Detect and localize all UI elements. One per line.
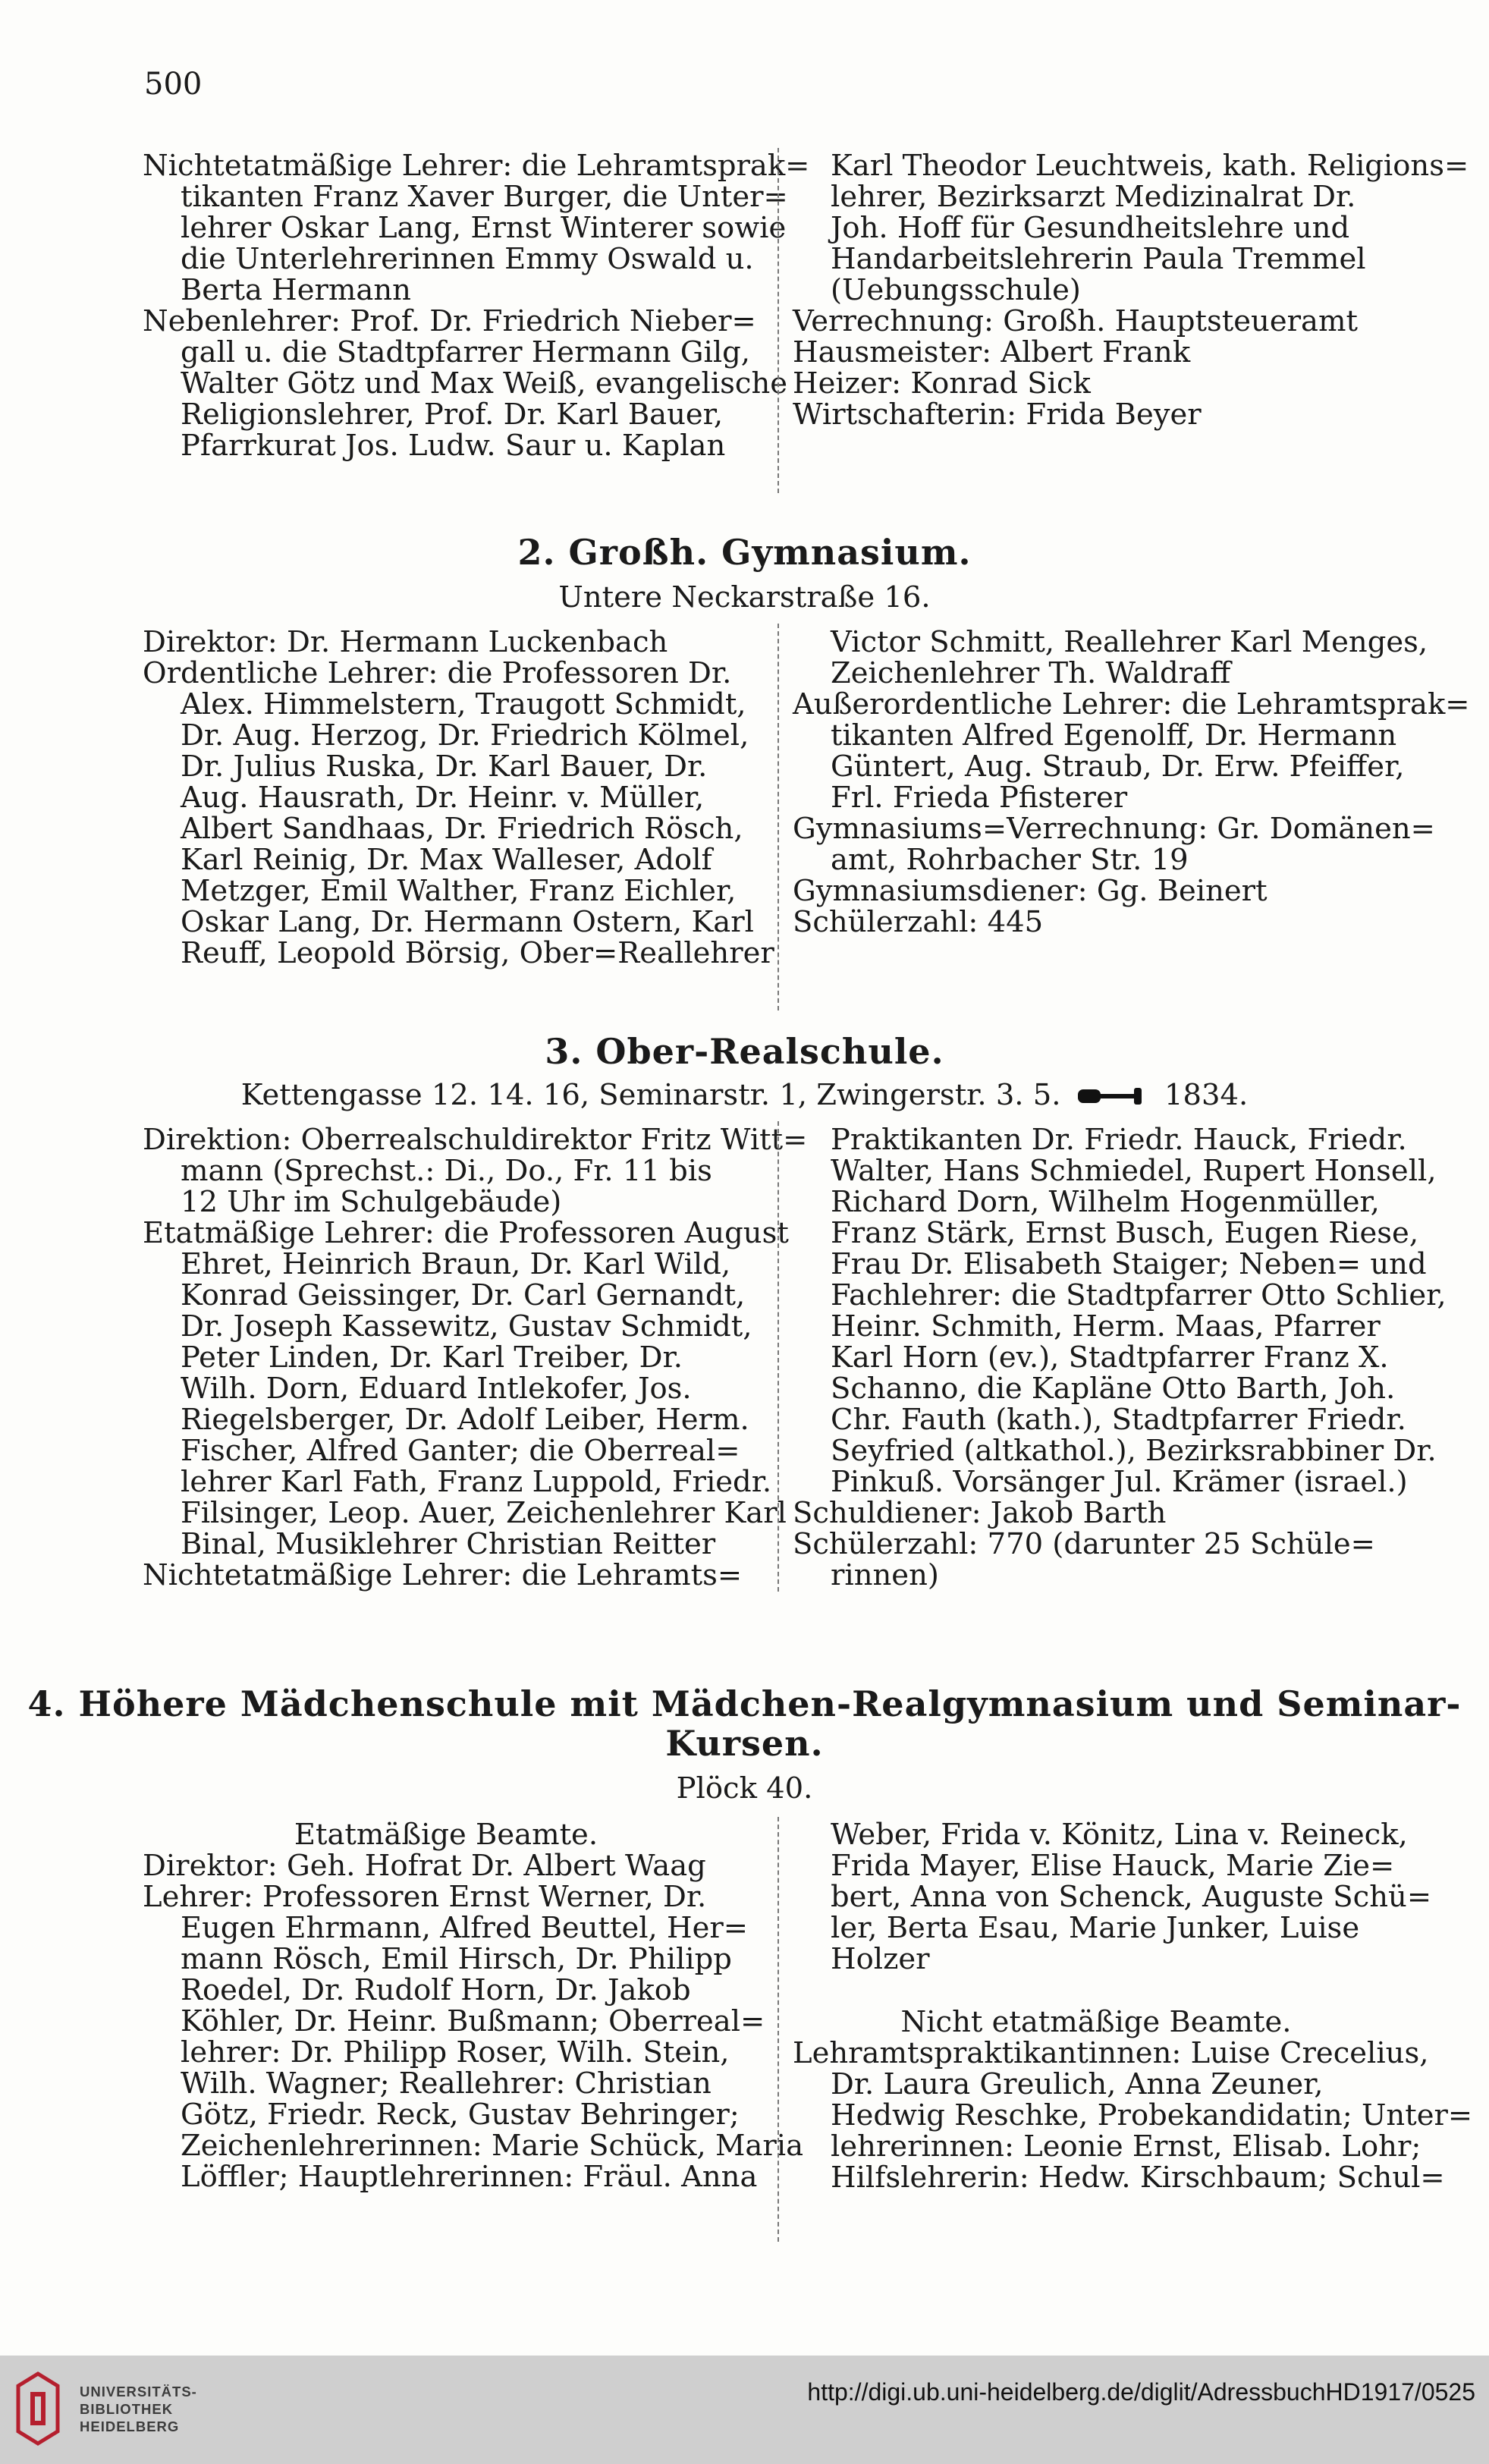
text-line: Schanno, die Kapläne Otto Barth, Joh. (831, 1372, 1396, 1406)
column-divider (777, 148, 779, 493)
text-line: Frida Mayer, Elise Hauck, Marie Zie= (831, 1849, 1395, 1883)
text-line: Albert Sandhaas, Dr. Friedrich Rösch, (181, 812, 743, 846)
sec4-left-column (143, 1819, 803, 2192)
text-line: Frl. Frieda Pfisterer (831, 781, 1128, 815)
text-line: Weber, Frida v. Könitz, Lina v. Reineck, (831, 1818, 1408, 1852)
text-line: Konrad Geissinger, Dr. Carl Gernandt, (181, 1278, 746, 1312)
text-line: Hedwig Reschke, Probekandidatin; Unter= (831, 2098, 1473, 2132)
text-line: Lehramtspraktikantinnen: Luise Crecelius, (793, 2036, 1429, 2070)
page-number: 500 (144, 67, 203, 102)
text-line: Joh. Hoff für Gesundheitslehre und (831, 211, 1350, 245)
section-address-gymnasium: Untere Neckarstraße 16. (558, 580, 931, 614)
text-line: Schuldiener: Jakob Barth (793, 1496, 1167, 1530)
text-line: Riegelsberger, Dr. Adolf Leiber, Herm. (181, 1403, 749, 1437)
text-line: Pfarrkurat Jos. Ludw. Saur u. Kaplan (181, 429, 726, 463)
text-line: Reuff, Leopold Börsig, Ober=Reallehrer (181, 936, 774, 970)
sec2-left-column (143, 627, 774, 969)
text-line: Nebenlehrer: Prof. Dr. Friedrich Nieber= (143, 304, 756, 338)
logo-line: BIBLIOTHEK (80, 2401, 174, 2417)
text-line: Roedel, Dr. Rudolf Horn, Dr. Jakob (181, 1973, 691, 2007)
text-line: Hilfslehrerin: Hedw. Kirschbaum; Schul= (831, 2161, 1445, 2195)
column-divider (777, 624, 779, 1010)
text-line: Gymnasiums=Verrechnung: Gr. Domänen= (793, 812, 1435, 846)
text-line: Karl Horn (ev.), Stadtpfarrer Franz X. (831, 1340, 1389, 1375)
sec4-right-column (793, 1819, 1472, 2193)
text-line: ler, Berta Esau, Marie Junker, Luise (831, 1911, 1360, 1945)
text-line: Frau Dr. Elisabeth Staiger; Neben= und (831, 1247, 1427, 1281)
text-line: lehrerinnen: Leonie Ernst, Elisab. Lohr; (831, 2129, 1421, 2164)
text-line: Direktor: Dr. Hermann Luckenbach (143, 625, 668, 659)
address-text: Kettengasse 12. 14. 16, Seminarstr. 1, Zwingerstr. 3. 5. (240, 1078, 1061, 1112)
sec3-right-column (793, 1124, 1447, 1591)
text-line: Handarbeitslehrerin Paula Tremmel (831, 242, 1366, 276)
section-title-maedchenschule: 4. Höhere Mädchenschule mit Mädchen-Realgymnasium und Seminar- (27, 1683, 1462, 1724)
text-line: tikanten Alfred Egenolff, Dr. Hermann (831, 718, 1397, 753)
text-line: Ehret, Heinrich Braun, Dr. Karl Wild, (181, 1247, 731, 1281)
text-line: Wilh. Wagner; Reallehrer: Christian (181, 2066, 712, 2101)
section-address-oberrealschule (0, 1079, 1489, 1112)
text-line: Wirtschafterin: Frida Beyer (793, 398, 1202, 432)
text-line: Berta Hermann (181, 273, 411, 307)
text-line: Filsinger, Leop. Auer, Zeichenlehrer Karl (181, 1496, 787, 1530)
subsection-heading: Nicht etatmäßige Beamte. (900, 2005, 1292, 2039)
text-line: Karl Reinig, Dr. Max Walleser, Adolf (181, 843, 712, 877)
text-line: Außerordentliche Lehrer: die Lehramtsprak= (793, 687, 1470, 721)
text-line: Religionslehrer, Prof. Dr. Karl Bauer, (181, 398, 724, 432)
text-line: Wilh. Dorn, Eduard Intlekofer, Jos. (181, 1372, 692, 1406)
subsection-heading: Etatmäßige Beamte. (294, 1818, 598, 1852)
text-line: Binal, Musiklehrer Christian Reitter (181, 1527, 716, 1561)
text-line: Schülerzahl: 770 (darunter 25 Schüle= (793, 1527, 1375, 1561)
text-line: Löffler; Hauptlehrerinnen: Fräul. Anna (181, 2160, 758, 2194)
text-line: Heinr. Schmith, Herm. Maas, Pfarrer (831, 1309, 1381, 1344)
text-line: lehrer Karl Fath, Franz Luppold, Friedr. (181, 1465, 772, 1499)
text-line: Direktion: Oberrealschuldirektor Fritz Witt= (143, 1123, 808, 1157)
text-line: tikanten Franz Xaver Burger, die Unter= (181, 180, 788, 214)
text-line: Dr. Aug. Herzog, Dr. Friedrich Kölmel, (181, 718, 749, 753)
text-line: Nichtetatmäßige Lehrer: die Lehramtsprak= (143, 149, 810, 183)
text-line: Victor Schmitt, Reallehrer Karl Menges, (831, 625, 1428, 659)
text-line: lehrer Oskar Lang, Ernst Winterer sowie (181, 211, 787, 245)
text-line: Peter Linden, Dr. Karl Treiber, Dr. (181, 1340, 683, 1375)
text-line: Pinkuß. Vorsänger Jul. Krämer (israel.) (831, 1465, 1408, 1499)
text-line: Köhler, Dr. Heinr. Bußmann; Oberreal= (181, 2004, 765, 2038)
text-line: Zeichenlehrerinnen: Marie Schück, Maria (181, 2129, 804, 2163)
text-line: Alex. Himmelstern, Traugott Schmidt, (181, 687, 746, 721)
text-line: amt, Rohrbacher Str. 19 (831, 843, 1189, 877)
text-line: mann (Sprechst.: Di., Do., Fr. 11 bis (181, 1154, 712, 1188)
text-line: Oskar Lang, Dr. Hermann Ostern, Karl (181, 905, 754, 939)
text-line: Holzer (831, 1942, 930, 1976)
text-line: Eugen Ehrmann, Alfred Beuttel, Her= (181, 1911, 749, 1945)
telephone-icon (1075, 1085, 1151, 1108)
text-line: Ordentliche Lehrer: die Professoren Dr. (143, 656, 732, 690)
text-line: (Uebungsschule) (831, 273, 1081, 307)
text-line: Etatmäßige Lehrer: die Professoren August (143, 1216, 789, 1250)
text-line: Schülerzahl: 445 (793, 905, 1044, 939)
text-line: Heizer: Konrad Sick (793, 366, 1091, 401)
text-line: Walter Götz und Max Weiß, evangelische (181, 366, 788, 401)
sec3-left-column (143, 1124, 807, 1591)
text-line: Fachlehrer: die Stadtpfarrer Otto Schlier, (831, 1278, 1447, 1312)
logo-line: UNIVERSITÄTS- (80, 2384, 197, 2400)
text-line: Dr. Joseph Kassewitz, Gustav Schmidt, (181, 1309, 752, 1344)
text-line: mann Rösch, Emil Hirsch, Dr. Philipp (181, 1942, 732, 1976)
text-line: Franz Stärk, Ernst Busch, Eugen Riese, (831, 1216, 1419, 1250)
text-line: lehrer: Dr. Philipp Roser, Wilh. Stein, (181, 2035, 730, 2070)
text-line: lehrer, Bezirksarzt Medizinalrat Dr. (831, 180, 1356, 214)
text-line: Nichtetatmäßige Lehrer: die Lehramts= (143, 1558, 743, 1592)
library-logo-text[interactable] (80, 2383, 197, 2435)
footer-bar (0, 2356, 1489, 2464)
text-line: Dr. Laura Greulich, Anna Zeuner, (831, 2067, 1324, 2101)
text-line: Seyfried (altkathol.), Bezirksrabbiner Dr. (831, 1434, 1437, 1468)
section-title-gymnasium: 2. Großh. Gymnasium. (517, 532, 972, 573)
text-line: Aug. Hausrath, Dr. Heinr. v. Müller, (181, 781, 705, 815)
text-line: Chr. Fauth (kath.), Stadtpfarrer Friedr. (831, 1403, 1406, 1437)
column-divider (777, 1121, 779, 1592)
phone-number: 1834. (1164, 1078, 1249, 1112)
text-line: die Unterlehrerinnen Emmy Oswald u. (181, 242, 754, 276)
text-line: Metzger, Emil Walther, Franz Eichler, (181, 874, 737, 908)
text-line: Hausmeister: Albert Frank (793, 335, 1191, 369)
text-line: 12 Uhr im Schulgebäude) (181, 1185, 562, 1219)
sec2-right-column (793, 627, 1470, 938)
text-line: Richard Dorn, Wilhelm Hogenmüller, (831, 1185, 1380, 1219)
section-title-oberrealschule: 3. Ober-Realschule. (545, 1031, 944, 1072)
sec1-left-column (143, 150, 809, 461)
text-line: Direktor: Geh. Hofrat Dr. Albert Waag (143, 1849, 706, 1883)
column-divider (777, 1817, 779, 2242)
text-line: Karl Theodor Leuchtweis, kath. Religions= (831, 149, 1469, 183)
text-line: Praktikanten Dr. Friedr. Hauck, Friedr. (831, 1123, 1407, 1157)
section-title-maedchenschule-cont: Kursen. (665, 1723, 824, 1764)
logo-line: HEIDELBERG (80, 2418, 180, 2434)
text-line: Fischer, Alfred Ganter; die Oberreal= (181, 1434, 740, 1468)
sec1-right-column (793, 150, 1469, 430)
text-line: Verrechnung: Großh. Hauptsteueramt (793, 304, 1358, 338)
text-line: Zeichenlehrer Th. Waldraff (831, 656, 1231, 690)
text-line: Gymnasiumsdiener: Gg. Beinert (793, 874, 1268, 908)
text-line: bert, Anna von Schenck, Auguste Schü= (831, 1880, 1432, 1914)
section-address-maedchenschule: Plöck 40. (676, 1771, 813, 1806)
text-line: gall u. die Stadtpfarrer Hermann Gilg, (181, 335, 751, 369)
source-url-link[interactable]: http://digi.ub.uni-heidelberg.de/diglit/AdressbuchHD1917/0525 (807, 2378, 1475, 2406)
text-line: Walter, Hans Schmiedel, Rupert Honsell, (831, 1154, 1437, 1188)
text-line: Götz, Friedr. Reck, Gustav Behringer; (181, 2098, 740, 2132)
text-line: Lehrer: Professoren Ernst Werner, Dr. (143, 1880, 707, 1914)
text-line: Güntert, Aug. Straub, Dr. Erw. Pfeiffer, (831, 750, 1405, 784)
library-logo-icon[interactable] (15, 2371, 61, 2447)
text-line: rinnen) (831, 1558, 939, 1592)
text-line: Dr. Julius Ruska, Dr. Karl Bauer, Dr. (181, 750, 708, 784)
